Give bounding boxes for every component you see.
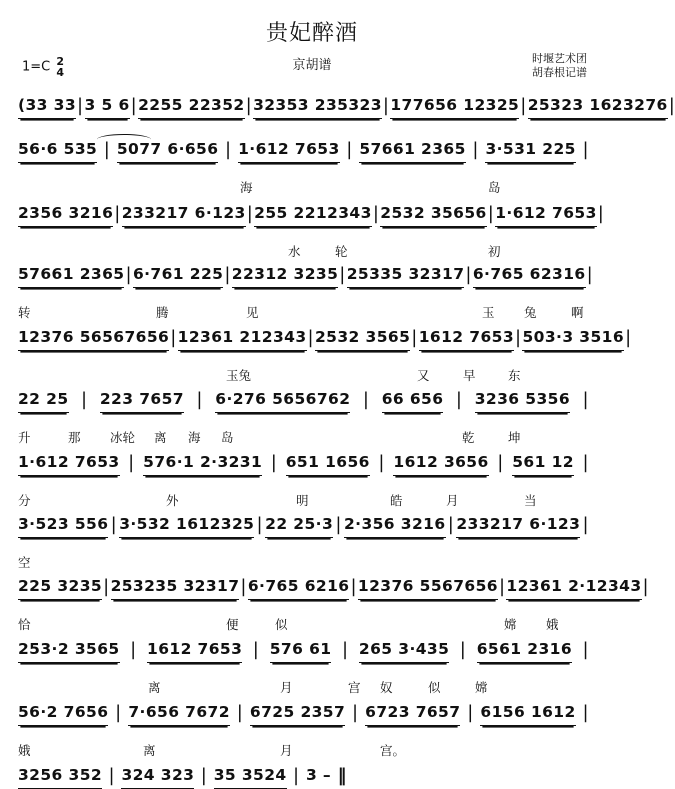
measure: 503·3 3516 [522, 328, 624, 351]
lyrics-line [18, 615, 590, 633]
measure: 6·765 62316 [473, 265, 586, 288]
lyric-syllable: 海 [240, 180, 253, 195]
barline: | [196, 389, 203, 410]
measure: 561 12 [512, 453, 574, 476]
measure: 2255 22352 [138, 96, 244, 119]
measure: 22312 3235 [232, 265, 338, 288]
time-top: 2 [56, 55, 65, 68]
lyrics-line [18, 741, 590, 759]
barline: | [346, 139, 353, 160]
lyric-syllable: 宫 [348, 680, 361, 695]
lyric-syllable: 嫦 [504, 617, 517, 632]
lyric-syllable: 月 [446, 493, 459, 508]
measure: 7·656 7672 [128, 703, 230, 726]
lyric-syllable: 玉 [482, 305, 495, 320]
barline: | [668, 95, 675, 116]
measure: 2·356 3216 [344, 515, 446, 538]
lyric-syllable: 离 [148, 680, 161, 695]
lyrics-line [18, 491, 590, 509]
lyric-syllable: 当 [524, 493, 537, 508]
barline: | [114, 203, 121, 224]
measure: 3 – [305, 766, 332, 784]
measure: 1612 3656 [393, 453, 488, 476]
barline: | [582, 639, 589, 660]
measure: 324 323 [121, 766, 194, 789]
lyric-syllable: 分 [18, 493, 31, 508]
barline: | [125, 264, 132, 285]
barline: | [115, 702, 122, 723]
measure: 35 3524 [214, 766, 287, 789]
lyric-syllable: 岛 [488, 180, 501, 195]
barline: | [351, 702, 359, 723]
lyric-syllable: 奴 [380, 680, 393, 695]
barline: | [597, 203, 605, 224]
measure: 1·612 7653 [238, 140, 340, 163]
measure: 1·612 7653 [495, 204, 597, 227]
barline: | [642, 576, 649, 597]
barline: | [472, 139, 479, 160]
measure: 12361 212343 [178, 328, 307, 351]
measure: 6·276 5656762 [215, 390, 350, 413]
barline: | [170, 327, 177, 348]
score-title: 贵妃醉酒 [265, 21, 358, 46]
measure: 576·1 2·3231 [143, 453, 262, 476]
lyrics-line [18, 178, 590, 196]
measure: 22 25 [18, 390, 69, 413]
measure: 57661 2365 [18, 265, 124, 288]
barline: | [467, 702, 474, 723]
barline: | [455, 389, 463, 410]
barline: | [350, 576, 357, 597]
lyric-syllable: 月 [280, 743, 293, 758]
measure: 233217 6·123 [122, 204, 246, 227]
measure: 6156 1612 [480, 703, 575, 726]
barline: | [103, 576, 110, 597]
notation-line [18, 327, 632, 350]
lyric-syllable: 似 [275, 617, 288, 632]
barline: | [110, 514, 118, 535]
score-row [18, 576, 649, 639]
time-bottom: 4 [56, 66, 65, 79]
lyric-syllable: 海 [188, 430, 201, 445]
lyric-syllable: 离 [143, 743, 156, 758]
score-row [18, 703, 590, 765]
key-text: 1=C [22, 59, 51, 75]
lyric-syllable: 又 [417, 368, 430, 383]
notation-line [18, 640, 590, 662]
lyric-syllable: 啊 [571, 305, 584, 320]
barline: | [225, 139, 232, 160]
measure: 265 3·435 [359, 640, 449, 663]
score-row [18, 390, 590, 452]
lyric-syllable: 见 [246, 305, 259, 320]
barline: | [245, 95, 253, 116]
lyric-syllable: 娥 [546, 617, 559, 632]
measure: 3·523 556 [18, 515, 108, 538]
measure: 253235 32317 [111, 577, 240, 600]
barline: | [582, 452, 589, 473]
lyric-syllable: 宫。 [380, 743, 406, 758]
barline: | [256, 514, 263, 535]
lyric-syllable: 兔 [524, 305, 537, 320]
score-row [18, 766, 590, 788]
measure: 3·531 225 [485, 140, 575, 163]
notation-line [18, 95, 675, 118]
barline: | [582, 702, 589, 723]
barline: | [252, 639, 260, 660]
measure: 22 25·3 [265, 515, 333, 538]
barline: | [362, 389, 370, 410]
barline: | [270, 452, 278, 473]
lyric-syllable: 便 [226, 617, 239, 632]
measure: 223 7657 [100, 390, 184, 413]
barline: ‖ [337, 765, 347, 786]
lyric-syllable: 外 [166, 493, 179, 508]
barline: | [77, 95, 84, 116]
barline: | [497, 452, 504, 473]
lyric-syllable: 明 [296, 493, 309, 508]
barline: | [224, 264, 231, 285]
notation-line [18, 766, 348, 788]
barline: | [236, 702, 244, 723]
barline: | [130, 639, 137, 660]
barline: | [339, 264, 346, 285]
lyric-syllable: 皓 [390, 493, 403, 508]
slur-mark [97, 134, 151, 145]
measure: 6723 7657 [365, 703, 460, 726]
lyric-syllable: 嫦 [475, 680, 488, 695]
measure: 225 3235 [18, 577, 102, 600]
barline: | [487, 203, 495, 224]
measure: 32353 235323 [253, 96, 382, 119]
notation-line [18, 515, 590, 537]
measure: 3 5 6 [85, 96, 130, 119]
measure: 2532 3565 [315, 328, 410, 351]
measure: 2356 3216 [18, 204, 113, 227]
measure: 1612 7653 [147, 640, 242, 663]
measure: 3·532 1612325 [119, 515, 254, 538]
credit-troupe: 时堰艺术团 [532, 52, 587, 65]
barline: | [382, 95, 390, 116]
measure: 6·765 6216 [248, 577, 350, 600]
measure: 6561 2316 [477, 640, 572, 663]
lyric-syllable: 转 [18, 305, 31, 320]
lyric-syllable: 冰轮 [110, 430, 136, 445]
lyric-syllable: 东 [508, 368, 521, 383]
barline: | [80, 389, 88, 410]
lyrics-line [18, 428, 590, 446]
measure: 255 2212343 [254, 204, 372, 227]
credit-transcriber: 胡春根记谱 [532, 66, 587, 79]
lyrics-line [18, 303, 590, 321]
barline: | [459, 639, 467, 660]
lyrics-line [18, 242, 590, 260]
lyric-syllable: 早 [463, 368, 476, 383]
notation-line [18, 390, 590, 412]
barline: | [498, 576, 506, 597]
barline: | [341, 639, 349, 660]
lyric-syllable: 岛 [221, 430, 234, 445]
lyrics-line [18, 366, 590, 384]
measure: 12376 56567656 [18, 328, 169, 351]
barline: | [372, 203, 380, 224]
barline: | [465, 264, 472, 285]
lyric-syllable: 水 [288, 244, 301, 259]
barline: | [411, 327, 418, 348]
barline: | [246, 203, 254, 224]
barline: | [103, 139, 111, 160]
measure: 3236 5356 [475, 390, 570, 413]
barline: | [200, 765, 208, 786]
measure: 25335 32317 [347, 265, 465, 288]
measure: 2532 35656 [380, 204, 486, 227]
lyric-syllable: 娥 [18, 743, 31, 758]
lyric-syllable: 初 [488, 244, 501, 259]
barline: | [582, 139, 589, 160]
barline: | [582, 389, 589, 410]
barline: | [108, 765, 115, 786]
lyric-syllable: 空 [18, 555, 31, 570]
score-row [18, 327, 632, 390]
lyric-syllable: 升 [18, 430, 31, 445]
score-subtitle: 京胡谱 [292, 58, 332, 73]
lyric-syllable: 恰 [18, 617, 31, 632]
barline: | [582, 514, 589, 535]
credits [532, 52, 587, 80]
barline: | [130, 95, 138, 116]
score-row [18, 515, 590, 577]
measure: 56·6 535 [18, 140, 97, 163]
measure: 651 1656 [286, 453, 370, 476]
barline: | [293, 765, 300, 786]
notation-line [18, 453, 590, 475]
barline: | [515, 327, 522, 348]
measure: 66 656 [382, 390, 444, 413]
barline: | [520, 95, 527, 116]
measure: 12376 5567656 [358, 577, 498, 600]
measure: 6725 2357 [250, 703, 345, 726]
measure: 253·2 3565 [18, 640, 120, 663]
barline: | [128, 452, 135, 473]
barline: | [447, 514, 455, 535]
measure: 56·2 7656 [18, 703, 108, 726]
measure: 1612 7653 [419, 328, 514, 351]
notation-line [18, 203, 605, 226]
score-row [18, 640, 590, 702]
barline: | [240, 576, 247, 597]
lyric-syllable: 玉兔 [226, 368, 252, 383]
lyric-syllable: 月 [280, 680, 293, 695]
measure: 6·761 225 [133, 265, 223, 288]
lyric-syllable: 坤 [508, 430, 521, 445]
barline: | [625, 327, 632, 348]
lyric-syllable: 那 [68, 430, 81, 445]
score-row [18, 203, 605, 266]
measure: 25323 1623276 [528, 96, 668, 119]
barline: | [586, 264, 594, 285]
barline: | [335, 514, 342, 535]
notation-line [18, 576, 649, 599]
measure: 12361 2·12343 [506, 577, 641, 600]
measure: 177656 12325 [390, 96, 519, 119]
score-row [18, 453, 590, 515]
notation-line [18, 703, 590, 725]
lyric-syllable: 腾 [156, 305, 169, 320]
measure: 1·612 7653 [18, 453, 120, 476]
lyric-syllable: 轮 [335, 244, 348, 259]
measure: 233217 6·123 [456, 515, 580, 538]
barline: | [307, 327, 314, 348]
measure: 57661 2365 [359, 140, 465, 163]
measure: 576 61 [270, 640, 332, 663]
lyrics-line [18, 678, 590, 696]
measure: 3256 352 [18, 766, 102, 789]
lyrics-line [18, 553, 590, 571]
lyric-syllable: 乾 [462, 430, 475, 445]
barline: | [378, 452, 385, 473]
notation-line [18, 264, 594, 287]
measure: 5077 6·656 [117, 140, 219, 163]
score-row [18, 264, 594, 327]
lyric-syllable: 离 [154, 430, 167, 445]
score-row [18, 140, 590, 202]
lyric-syllable: 似 [428, 680, 441, 695]
measure: (33 33 [18, 96, 76, 119]
